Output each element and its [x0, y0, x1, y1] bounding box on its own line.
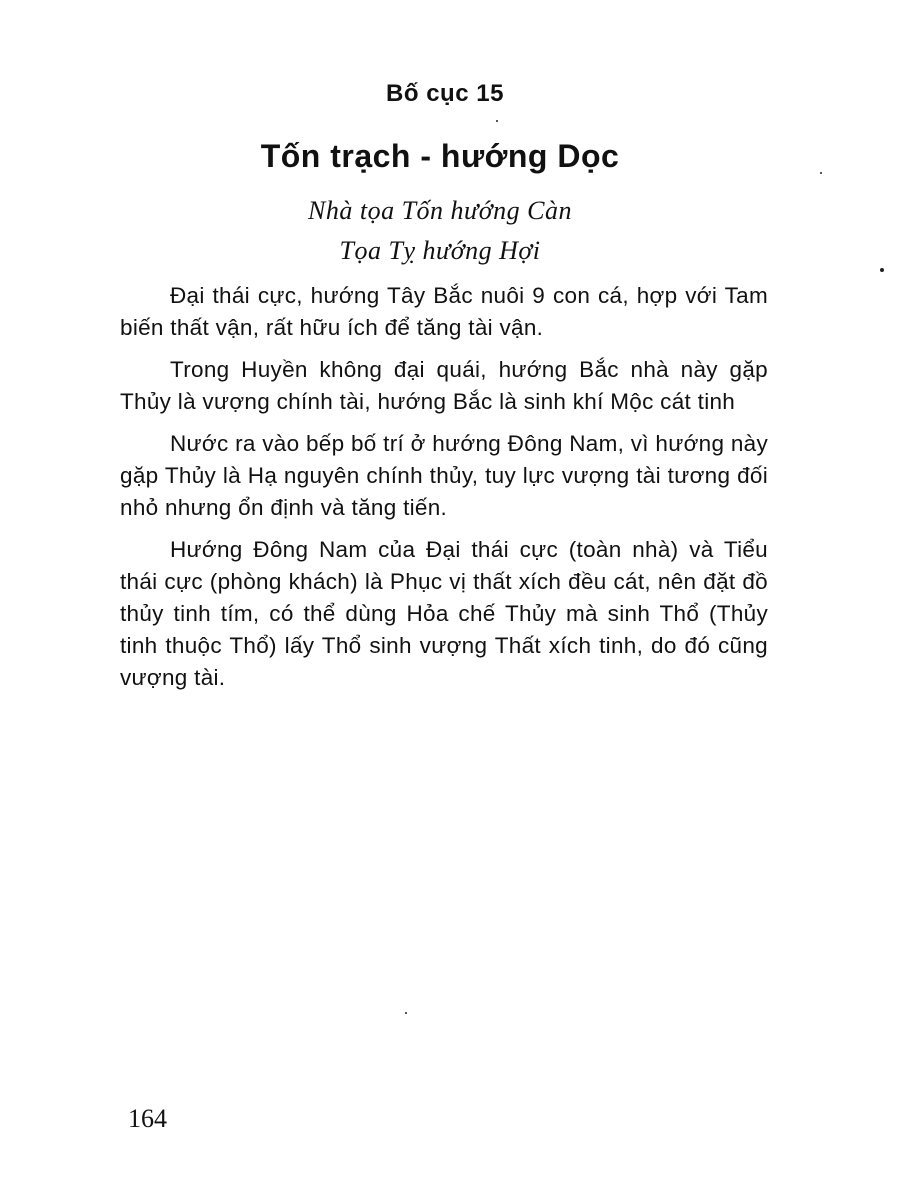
scan-speck [820, 172, 822, 174]
paragraph-3: Nước ra vào bếp bố trí ở hướng Đông Nam, vì hướng này gặp Thủy là Hạ nguyên chính thủy, tuy lực vượng tài tương đối nhỏ nhưng ổn định và tăng tiến. [120, 431, 768, 520]
page-number: 164 [128, 1104, 167, 1133]
body-text [120, 280, 768, 704]
paragraph-4: Hướng Đông Nam của Đại thái cực (toàn nhà) và Tiểu thái cực (phòng khách) là Phục vị thất xích đều cát, nên đặt đồ thủy tinh tím, có thể dùng Hỏa chế Thủy mà sinh Thổ (Thủy tinh thuộc Thổ) lấy Thổ sinh vượng Thất xích tinh, do đó cũng vượng tài. [120, 537, 768, 690]
paragraph-2: Trong Huyền không đại quái, hướng Bắc nhà này gặp Thủy là vượng chính tài, hướng Bắc là sinh khí Mộc cát tinh [120, 357, 768, 414]
scan-speck [880, 268, 884, 272]
subtitle-line-2: Tọa Tỵ hướng Hợi [339, 236, 541, 265]
paragraph-1: Đại thái cực, hướng Tây Bắc nuôi 9 con cá, hợp với Tam biến thất vận, rất hữu ích để tăng tài vận. [120, 283, 768, 340]
page-title: Tốn trạch - hướng Dọc [260, 138, 620, 174]
scan-speck [405, 1012, 407, 1014]
subtitle-line-1: Nhà tọa Tốn hướng Càn [308, 196, 572, 225]
scan-speck [496, 120, 498, 122]
section-label: Bố cục 15 [386, 80, 504, 107]
